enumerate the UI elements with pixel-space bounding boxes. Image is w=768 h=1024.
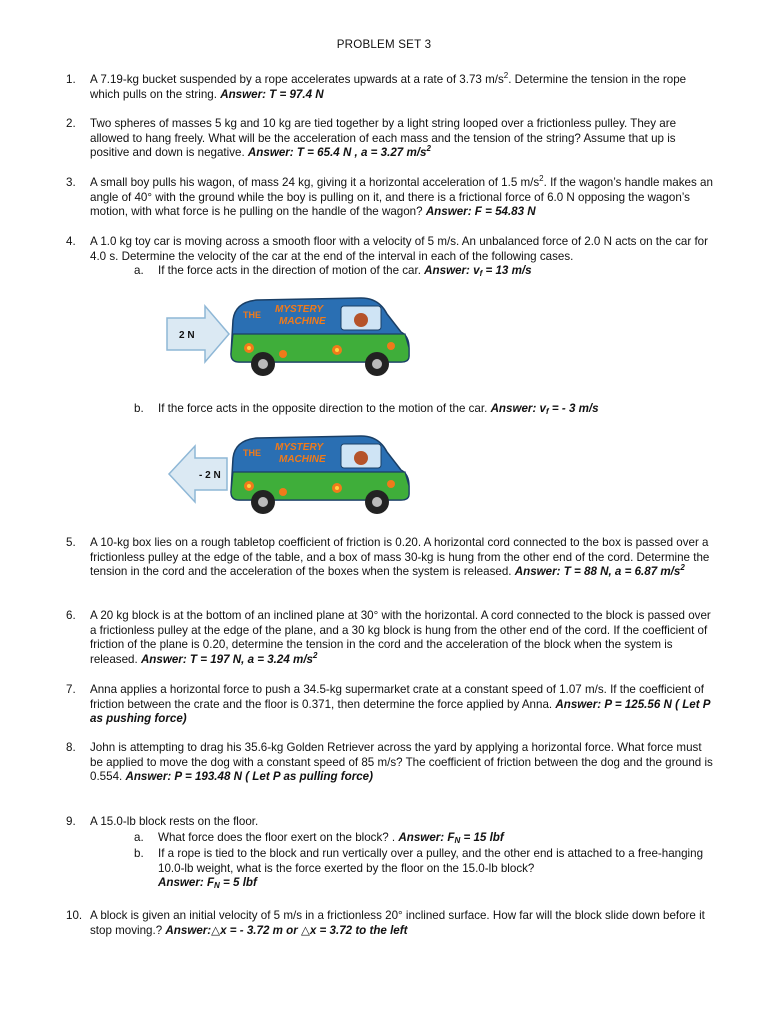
problem-7 xyxy=(66,683,716,727)
figure-van-forward xyxy=(165,290,415,386)
problem-10 xyxy=(66,909,716,938)
problem-answer: Answer: T = 88 N, a = 6.87 $m/s^2$ xyxy=(514,563,685,579)
problem-4b xyxy=(134,402,719,417)
problem-9a xyxy=(134,831,719,846)
van-text-line2: MACHINE xyxy=(279,454,326,465)
sub-answer: Answer: $F_N = 15$ lbf xyxy=(398,831,504,845)
problem-answer: Answer: T = 97.4 N xyxy=(220,87,324,101)
problem-text: A 20 kg block is at the bottom of an inclined plane at 30° with the horizontal. A cord connected to the block is passed over a frictionless pulley at the edge of the plane, and a 30 kg block is hung from the other end of the cord. If the coefficient of friction of the plane is 0.20, determine the tension in the cord and the acceleration of the block when the system is released. xyxy=(90,609,711,667)
sub-text: If a rope is tied to the block and run vertically over a pulley, and the other end is attached to a free-hanging 10.0-lb weight, what is the force exerted by the floor on the 15.0-lb block? xyxy=(158,847,704,875)
problem-number: 1. xyxy=(66,73,76,86)
van-text-line1: MYSTERY xyxy=(275,304,324,315)
problem-2 xyxy=(66,117,716,161)
sub-text: If the force acts in the direction of motion of the car. xyxy=(158,264,421,277)
van-forward-illustration xyxy=(165,290,415,386)
problem-text: A 15.0-lb block rests on the floor. xyxy=(90,815,259,828)
problem-number: 6. xyxy=(66,609,76,622)
page-title: PROBLEM SET 3 xyxy=(336,38,432,51)
problem-number: 9. xyxy=(66,815,76,828)
problem-3 xyxy=(66,176,716,220)
force-arrow-right xyxy=(167,306,229,362)
sub-text: What force does the floor exert on the block? . xyxy=(158,831,396,844)
problem-answer: Answer:△x = - 3.72 m or △x = 3.72 to the left xyxy=(165,923,408,937)
sub-label: a. xyxy=(134,264,144,277)
problem-number: 3. xyxy=(66,176,76,189)
problem-4 xyxy=(66,235,716,264)
problem-text: A small boy pulls his wagon, of mass 24 kg, giving it a horizontal acceleration of 1.5 $m/s^2$. If the wagon’s handle makes an angle of 40° with the ground while the boy is pulling on it, and there is a frictional force of 6.0 N opposing the wagon’s motion, with what force is he pulling on the handle of the wagon? xyxy=(90,174,713,219)
sub-answer: Answer: $F_N = 5$ lbf xyxy=(158,876,257,891)
problem-answer: Answer: F = 54.83 N xyxy=(425,205,536,219)
sub-label: b. xyxy=(134,402,144,415)
van-text-line2: MACHINE xyxy=(279,316,326,327)
problem-text: John is attempting to drag his 35.6-kg Golden Retriever across the yard by applying a horizontal force. What force must be applied to move the dog with a constant speed of 85 m/s? The coefficient of friction between the dog and the ground is 0.554. xyxy=(90,741,713,784)
problem-number: 7. xyxy=(66,683,76,696)
problem-9 xyxy=(66,815,716,830)
mystery-machine-van-icon xyxy=(231,298,409,376)
problem-text: A block is given an initial velocity of 5 m/s in a frictionless 20° inclined surface. How far will the block slide down before it stop moving.? xyxy=(90,909,705,937)
problem-answer: Answer: P = 125.56 N ( Let P as pushing force) xyxy=(90,697,711,726)
van-text-prefix: THE xyxy=(243,448,261,458)
van-text-line1: MYSTERY xyxy=(275,442,324,453)
problem-number: 8. xyxy=(66,741,76,754)
problem-answer: Answer: T = 197 N, a = 3.24 $m/s^2$ xyxy=(140,651,318,667)
problem-number: 5. xyxy=(66,536,76,549)
problem-5 xyxy=(66,536,716,580)
problem-9b xyxy=(134,847,719,891)
force-label: 2 N xyxy=(179,330,195,341)
sub-answer: Answer: $v_f = 13$ m/s xyxy=(424,264,532,278)
problem-number: 2. xyxy=(66,117,76,130)
van-text-prefix: THE xyxy=(243,310,261,320)
sub-label: a. xyxy=(134,831,144,844)
force-arrow-left xyxy=(169,446,227,502)
problem-1 xyxy=(66,73,716,102)
problem-number: 10. xyxy=(66,909,83,922)
problem-answer: Answer: P = 193.48 N ( Let P as pulling force) xyxy=(125,770,373,784)
problem-text: Two spheres of masses 5 kg and 10 kg are tied together by a light string looped over a frictionless pulley. They are allowed to hang freely. What will be the acceleration of each mass and the tension of the string? Assume that up is positive and down is negative. xyxy=(90,117,677,160)
sub-text: If the force acts in the opposite direction to the motion of the car. xyxy=(158,402,488,415)
problem-8 xyxy=(66,741,716,785)
problem-text: Anna applies a horizontal force to push a 34.5-kg supermarket crate at a constant speed of 1.07 m/s. If the coefficient of friction between the crate and the floor is 0.371, then determine the force applied by Anna. xyxy=(90,683,704,711)
sub-answer: Answer: $v_f$ = - 3 m/s xyxy=(490,402,599,416)
problem-answer: Answer: T = 65.4 N , a = 3.27 $m/s^2$ xyxy=(247,144,431,160)
problem-text: A 10-kg box lies on a rough tabletop coefficient of friction is 0.20. A horizontal cord connected to the box is passed over a frictionless pulley at the edge of the table, and a box of mass 30-kg is hung from the other end of the cord. Determine the tension in the cord and the acceleration of the boxes when the system is released. xyxy=(90,536,710,579)
mystery-machine-van-icon xyxy=(231,436,409,514)
problem-6 xyxy=(66,609,716,668)
van-backward-illustration xyxy=(165,428,415,524)
figure-van-backward xyxy=(165,428,415,524)
sub-label: b. xyxy=(134,847,144,860)
problem-text: A 1.0 kg toy car is moving across a smooth floor with a velocity of 5 m/s. An unbalanced force of 2.0 N acts on the car for 4.0 s. Determine the velocity of the car at the end of the interval in each of the following cases. xyxy=(90,235,708,263)
problem-4a xyxy=(134,264,719,279)
force-label: - 2 N xyxy=(199,470,221,481)
problem-text: A 7.19-kg bucket suspended by a rope accelerates upwards at a rate of 3.73 $m/s^2$. Determine the tension in the rope which pulls on the string. xyxy=(90,71,687,101)
problem-number: 4. xyxy=(66,235,76,248)
